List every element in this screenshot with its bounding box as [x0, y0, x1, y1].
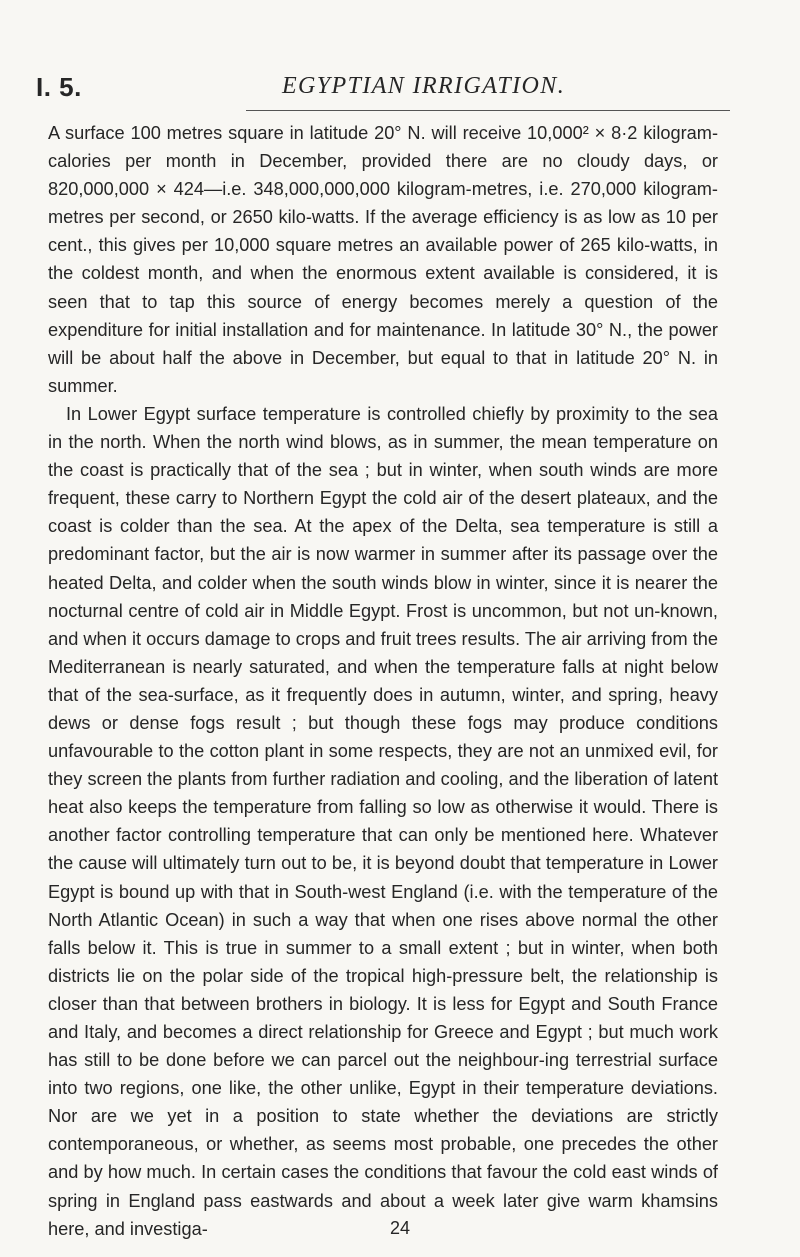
running-title: EGYPTIAN IRRIGATION. — [282, 73, 566, 99]
body-text — [48, 119, 718, 1243]
running-head — [36, 72, 730, 106]
section-number: I. 5. — [36, 72, 82, 102]
page-number: 24 — [389, 1218, 411, 1238]
paragraph-lower-egypt-temperature: In Lower Egypt surface temperature is controlled chiefly by proximity to the sea in the north. When the north wind blows, as in summer, the mean temperature on the coast is practically that of the sea ; but in winter, when south winds are more frequent, these carry to Northern Egypt the cold air of the desert plateaux, and the coast is colder than the sea. At the apex of the Delta, sea temperature is still a predominant factor, but the air is now warmer in summer after its passage over the heated Delta, and colder when the south winds blow in winter, since it is nearer the nocturnal centre of cold air in Middle Egypt. Frost is uncommon, but not un-known, and when it occurs damage to crops and fruit trees results. The air arriving from the Mediterranean is nearly saturated, and when the temperature falls at night below that of the sea-surface, as it frequently does in autumn, winter, and spring, heavy dews or dense fogs result ; but though these fogs may produce conditions unfavourable to the cotton plant in some respects, they are not an unmixed evil, for they screen the plants from further radiation and cooling, and the liberation of latent heat also keeps the temperature from falling so low as otherwise it would. There is another factor controlling temperature that can only be mentioned here. Whatever the cause will ultimately turn out to be, it is beyond doubt that temperature in Lower Egypt is bound up with that in South-west England (i.e. with the temperature of the North Atlantic Ocean) in such a way that when one rises above normal the other falls below it. This is true in summer to a small extent ; but in winter, when both districts lie on the polar side of the tropical high-pressure belt, the relationship is closer than that between brothers in biology. It is less for Egypt and South France and Italy, and becomes a direct relationship for Greece and Egypt ; but much work has still to be done before we can parcel out the neighbour-ing terrestrial surface into two regions, one like, the other unlike, Egypt in their temperature deviations. Nor are we yet in a position to state whether the deviations are strictly contemporaneous, or whether, as seems most probable, one precedes the other and by how much. In certain cases the conditions that favour the cold east winds of spring in England pass eastwards and about a week later give warm khamsins here, and investiga- — [48, 403, 718, 1239]
paragraph-solar-energy: A surface 100 metres square in latitude 20° N. will receive 10,000² × 8·2 kilogram-calories per month in December, provided there are no cloudy days, or 820,000,000 × 424—i.e. 348,000,000,000 kilogram-metres, i.e. 270,000 kilogram-metres per second, or 2650 kilo-watts. If the average efficiency is as low as 10 per cent., this gives per 10,000 square metres an available power of 265 kilo-watts, in the coldest month, and when the enormous extent available is considered, it is seen that to tap this source of energy becomes merely a question of the expenditure for initial installation and for maintenance. In latitude 30° N., the power will be about half the above in December, but equal to that in latitude 20° N. in summer. — [48, 123, 718, 396]
header-rule — [246, 110, 730, 111]
